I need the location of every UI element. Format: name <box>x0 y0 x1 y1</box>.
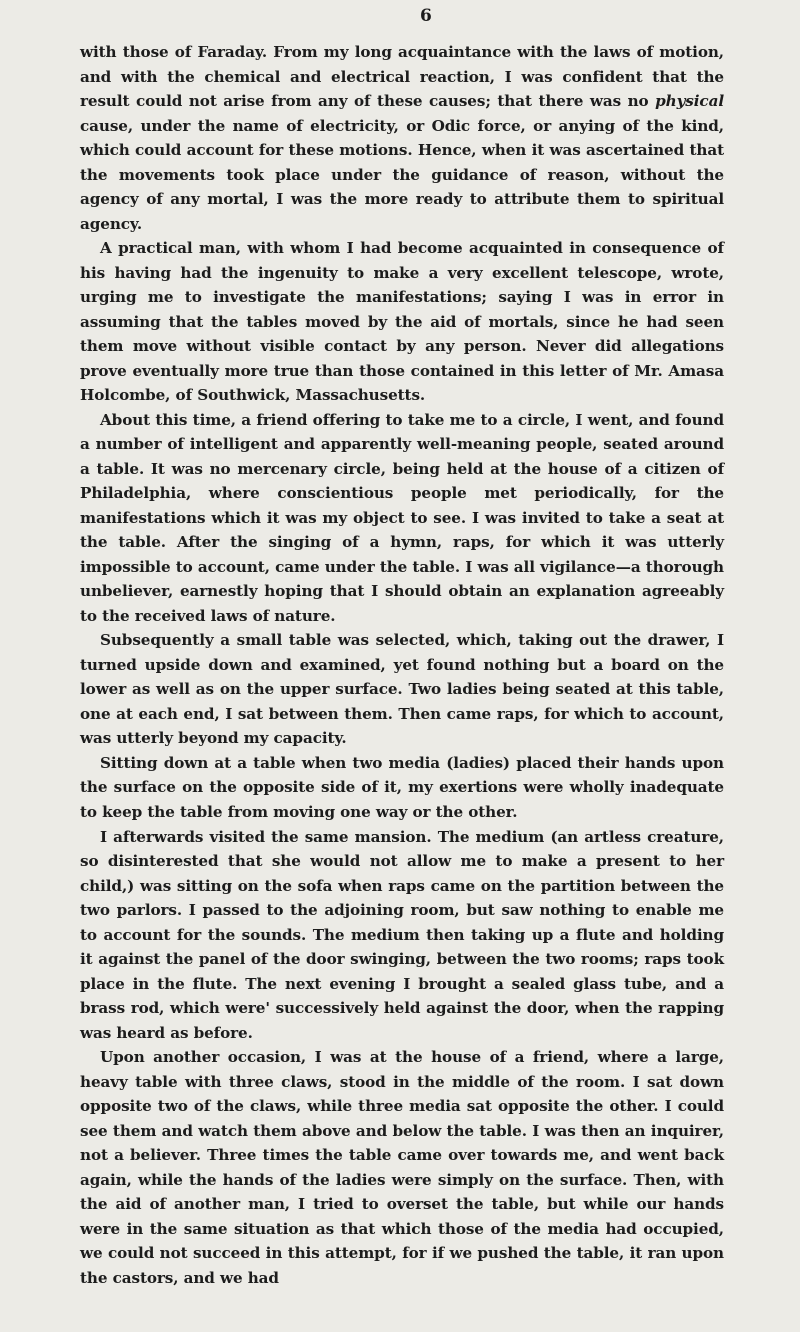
paragraph-6: I afterwards visited the same mansion. The medium (an artless creature, so disinterested that she would not allow me to make a present to her child,) was sitting on the sofa when raps came on the partition between the two parlors. I passed to the adjoining room, but saw nothing to enable me to account for the sounds. The medium then taking up a flute and holding it against the panel of the door swinging, between the two rooms; raps took place in the flute. The next evening I brought a sealed glass tube, and a brass rod, which were' successively held against the door, when the rapping was heard as before. <box>80 827 724 1042</box>
page-number: 6 <box>420 6 432 26</box>
paragraph-5: Sitting down at a table when two media (ladies) placed their hands upon the surface on the opposite side of it, my exertions were wholly inadequate to keep the table from moving one way or the other. <box>80 753 724 821</box>
italic-word-physical: physical <box>655 92 724 111</box>
paragraph-2: A practical man, with whom I had become acquainted in consequence of his having had the ingenuity to make a very excellent telescope, wrote, urging me to investigate the manifestations; saying I was in error in assuming that the tables moved by the aid of mortals, since he had seen them move without visible contact by any person. Never did allegations prove eventually more true than those contained in this letter of Mr. Amasa Holcombe, of Southwick, Massachusetts. <box>80 239 724 405</box>
paragraph-1 <box>80 40 724 236</box>
paragraph-7: Upon another occasion, I was at the house of a friend, where a large, heavy table with three claws, stood in the middle of the room. I sat down opposite two of the claws, while three media sat opposite the other. I could see them and watch them above and below the table. I was then an inquirer, not a believer. Three times the table came over towards me, and went back again, while the hands of the ladies were simply on the surface. Then, with the aid of another man, I tried to overset the table, but while our hands were in the same situation as that which those of the media had occupied, we could not succeed in this attempt, for if we pushed the table, it ran upon the castors, and we had <box>80 1048 724 1287</box>
paragraph-1-end: cause, under the name of electricity, or Odic force, or anying of the kind, which could account for these motions. Hence, when it was ascertained that the movements took place under the guidance of reason, without the agency of any mortal, I was the more ready to attribute them to spiritual agency. <box>80 116 724 233</box>
paragraph-4: Subsequently a small table was selected, which, taking out the drawer, I turned upside down and examined, yet found nothing but a board on the lower as well as on the upper surface. Two ladies being seated at this table, one at each end, I sat between them. Then came raps, for which to account, was utterly beyond my capacity. <box>80 631 724 748</box>
body-text <box>80 40 724 1290</box>
paragraph-3: About this time, a friend offering to take me to a circle, I went, and found a number of intelligent and apparently well-meaning people, seated around a table. It was no mercenary circle, being held at the house of a citizen of Philadelphia, where conscientious people met periodically, for the manifestations which it was my object to see. I was invited to take a seat at the table. After the singing of a hymn, raps, for which it was utterly impossible to account, came under the table. I was all vigilance—a thorough unbeliever, earnestly hoping that I should obtain an explanation agreeably to the received laws of nature. <box>80 410 724 625</box>
paragraph-1-start: with those of Faraday. From my long acquaintance with the laws of motion, and with the chemical and electrical reaction, I was confident that the result could not arise from any of these causes; that there was no <box>80 43 724 111</box>
